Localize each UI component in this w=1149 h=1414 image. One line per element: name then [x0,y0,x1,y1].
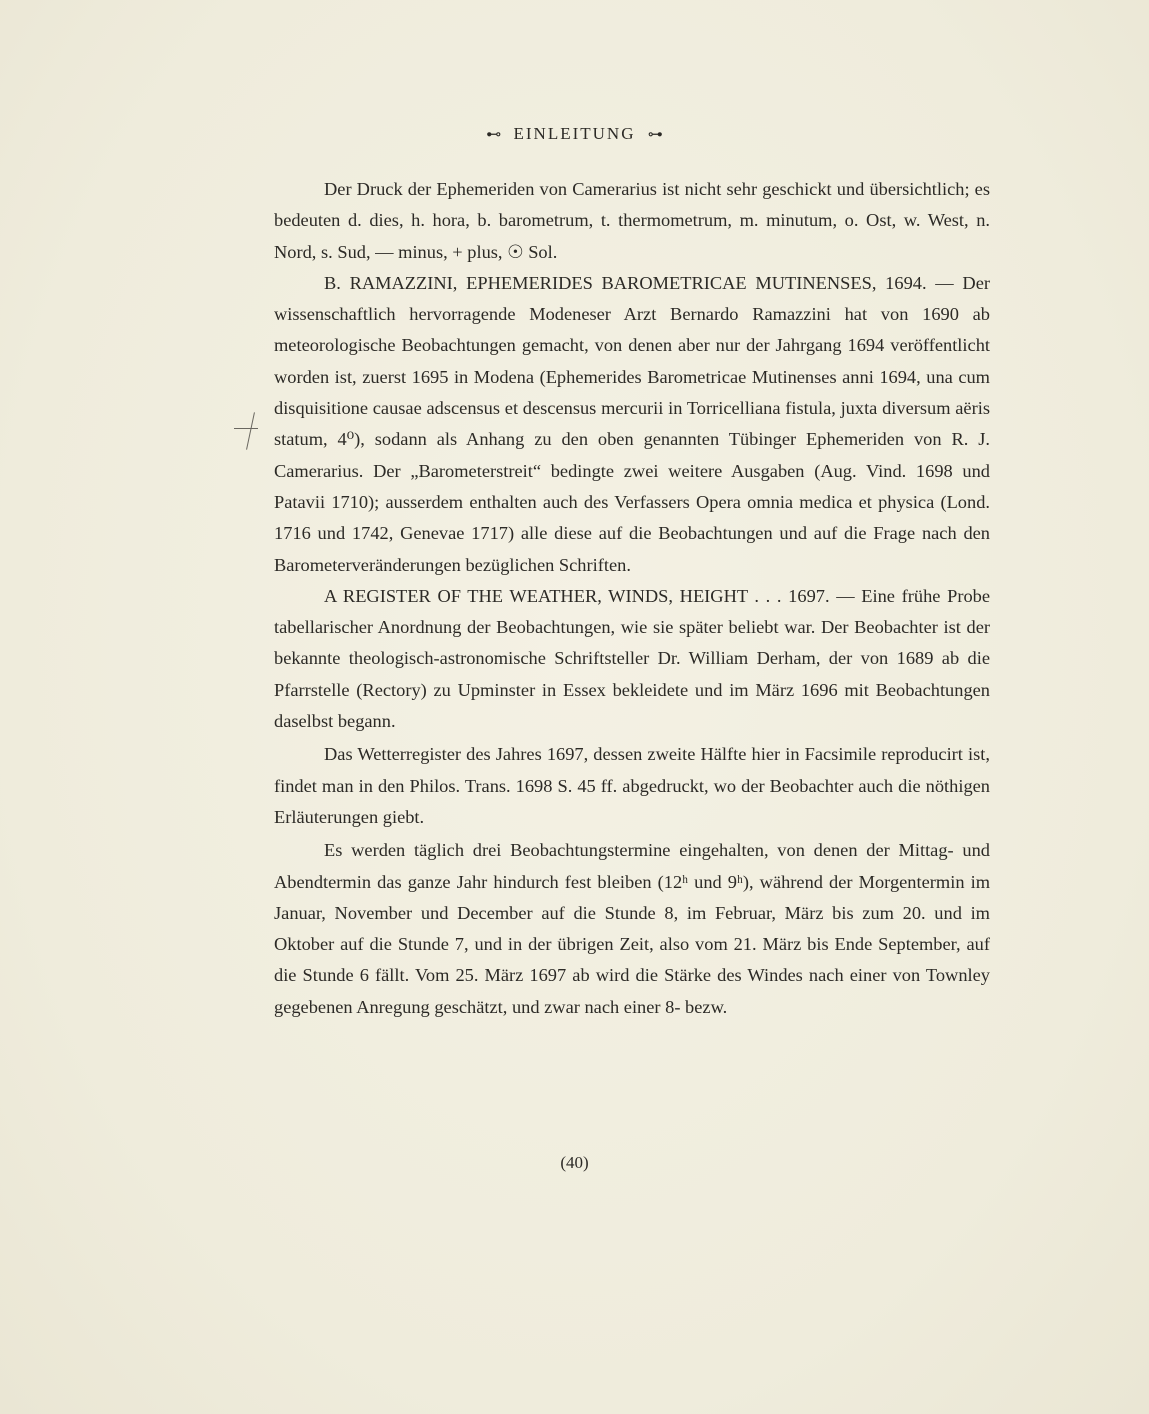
body-text [274,174,990,1023]
ornament-left-icon: ⊷ [486,127,502,143]
running-header [0,124,1149,144]
margin-cross-mark-icon [232,398,262,458]
ornament-right-icon: ⊶ [647,127,663,143]
paragraph: A REGISTER OF THE WEATHER, WINDS, HEIGHT . . . 1697. — Eine frühe Probe tabellarischer Anordnung der Beobachtungen, wie sie später beliebt war. Der Beobachter ist der bekannte theologisch-astronomische Schriftsteller Dr. William Derham, der von 1689 ab die Pfarrstelle (Rectory) zu Upminster in Essex bekleidete und im März 1696 mit Beobachtungen daselbst begann. [274,585,990,732]
header-title: EINLEITUNG [513,124,636,143]
paragraph: Der Druck der Ephemeriden von Camerarius ist nicht sehr geschickt und übersichtlich; es bedeuten d. dies, h. hora, b. barometrum, t. thermometrum, m. minutum, o. Ost, w. West, n. Nord, s. Sud, — minus, + plus, ☉ Sol. [274,179,990,262]
paragraph: B. RAMAZZINI, EPHEMERIDES BAROMETRICAE MUTINENSES, 1694. — Der wissenschaftlich hervorragende Modeneser Arzt Bernardo Ramazzini hat von 1690 ab meteorologische Beobachtungen gemacht, von denen aber nur der Jahrgang 1694 veröffentlicht worden ist, zuerst 1695 in Modena (Ephemerides Barometricae Mutinenses anni 1694, una cum disquisitione causae adscensus et descensus mercurii in Torricelliana fistula, juxta diversum aëris statum, 4⁰), sodann als Anhang zu den oben genannten Tübinger Ephemeriden von R. J. Camerarius. Der „Barometerstreit“ bedingte zwei weitere Ausgaben (Aug. Vind. 1698 und Patavii 1710); ausserdem enthalten auch des Verfassers Opera omnia medica et physica (Lond. 1716 und 1742, Genevae 1717) alle diese auf die Beobachtungen und auf die Frage nach den Barometerveränderungen bezüglichen Schriften. [274,272,990,575]
page-number: (40) [560,1153,589,1172]
paragraph: Das Wetterregister des Jahres 1697, dessen zweite Hälfte hier in Facsimile reproducirt ist, findet man in den Philos. Trans. 1698 S. 45 ff. abgedruckt, wo der Beobachter auch die nöthigen Erläuterungen giebt. [274,744,990,827]
paragraph: Es werden täglich drei Beobachtungstermine eingehalten, von denen der Mittag- und Abendtermin das ganze Jahr hindurch fest bleiben (12ʰ und 9ʰ), während der Morgentermin im Januar, November und December auf die Stunde 8, im Februar, März bis zum 20. und im Oktober auf die Stunde 7, und in der übrigen Zeit, also vom 21. März bis Ende September, auf die Stunde 6 fällt. Vom 25. März 1697 ab wird die Stärke des Windes nach einer von Townley gegebenen Anregung geschätzt, und zwar nach einer 8- bezw. [274,840,990,1017]
